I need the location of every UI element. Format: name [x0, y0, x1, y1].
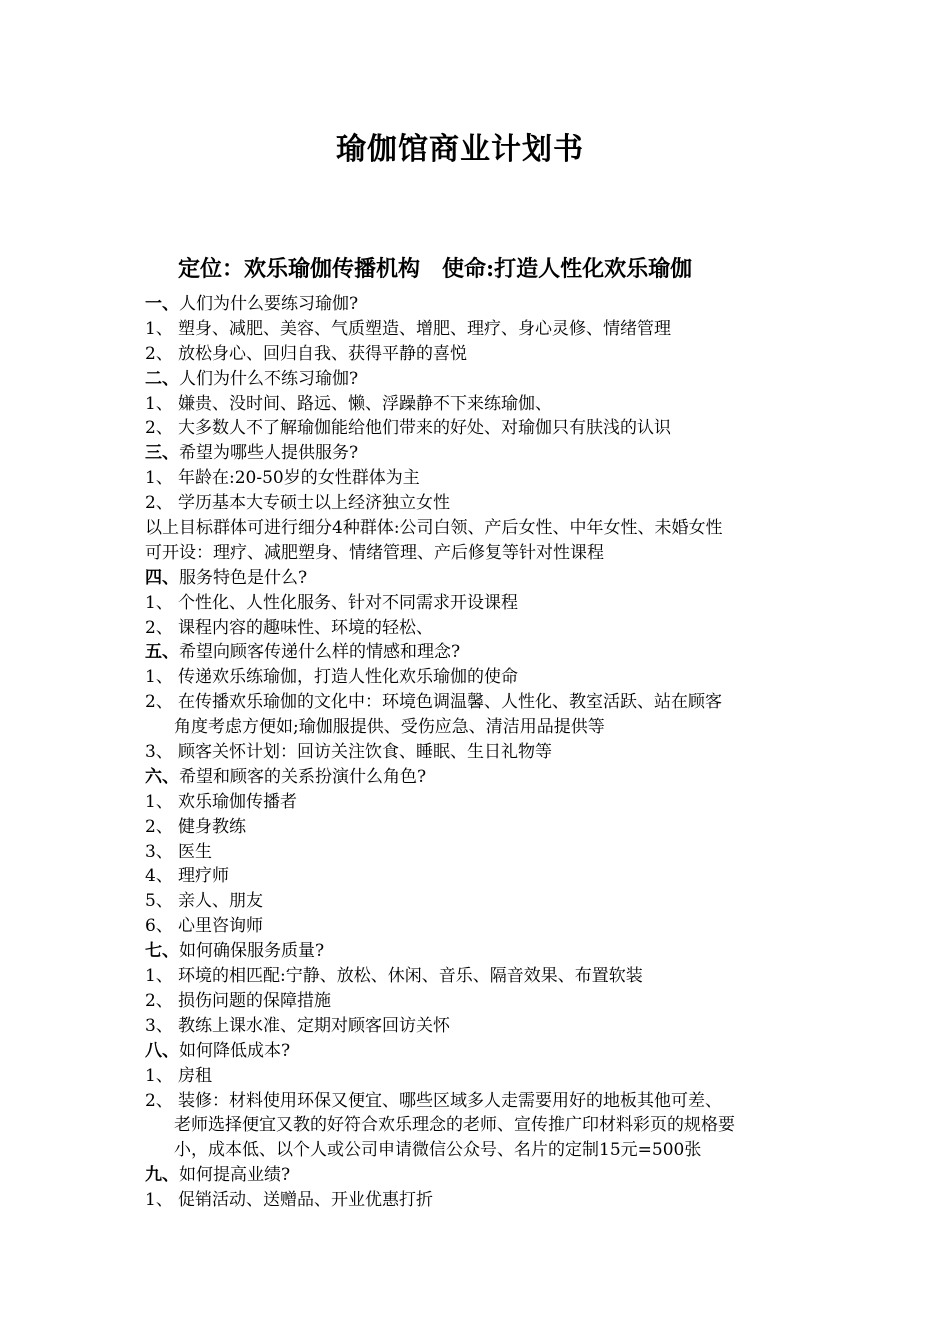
list-item-number: 1、: [145, 393, 173, 414]
list-item: [145, 690, 825, 715]
list-item-number: 6、: [145, 916, 173, 937]
document-body: [145, 292, 825, 1213]
document-subtitle: [178, 252, 898, 286]
list-item: [145, 416, 825, 441]
list-item-text: 放松身心、回归自我、获得平静的喜悦: [178, 343, 467, 364]
list-item-number: 3、: [145, 1015, 173, 1036]
list-item: [145, 864, 825, 889]
list-item-number: 3、: [145, 841, 173, 862]
list-item: [145, 740, 825, 765]
section-question: 希望为哪些人提供服务?: [179, 443, 359, 464]
list-item-text: 理疗师: [178, 866, 229, 887]
list-item: [145, 914, 825, 939]
list-item-number: 1、: [145, 1065, 173, 1086]
section-number: 一、: [145, 294, 179, 314]
list-item-continuation: 角度考虑方便如;瑜伽服提供、受伤应急、清洁用品提供等: [174, 717, 605, 738]
paragraph-line: 可开设：理疗、减肥塑身、情绪管理、产后修复等针对性课程: [145, 542, 604, 563]
list-item-text: 塑身、减肥、美容、气质塑造、增肥、理疗、身心灵修、情绪管理: [178, 318, 671, 339]
list-item-number: 2、: [145, 816, 173, 837]
list-item: [145, 317, 825, 342]
paragraph-line: 以上目标群体可进行细分4种群体:公司白领、产后女性、中年女性、未婚女性: [145, 518, 723, 539]
list-item: [145, 1014, 825, 1039]
list-item: [145, 466, 825, 491]
section-heading: [145, 939, 825, 964]
subtitle-position: 定位：欢乐瑜伽传播机构: [178, 256, 421, 282]
list-item: [145, 964, 825, 989]
list-item-text: 课程内容的趣味性、环境的轻松、: [178, 617, 433, 638]
list-item: [145, 392, 825, 417]
list-item-text: 健身教练: [178, 816, 246, 837]
section-question: 希望和顾客的关系扮演什么角色?: [179, 766, 427, 787]
list-item-number: 3、: [145, 742, 173, 763]
list-item-text: 装修：材料使用环保又便宜、哪些区域多人走需要用好的地板其他可差、: [178, 1090, 722, 1111]
section-number: 四、: [145, 567, 179, 588]
section-number: 九、: [145, 1165, 179, 1186]
section-number: 八、: [145, 1040, 179, 1061]
list-item-text: 房租: [178, 1065, 212, 1086]
list-item-text: 损伤问题的保障措施: [178, 990, 331, 1011]
page-title: 瑜伽馆商业计划书: [336, 132, 584, 167]
section-number: 七、: [145, 941, 179, 962]
section-number: 二、: [145, 368, 179, 389]
list-item-number: 1、: [145, 592, 173, 613]
list-item-number: 2、: [145, 1090, 173, 1111]
list-item-number: 1、: [145, 1190, 173, 1211]
section-question: 如何降低成本?: [179, 1040, 291, 1061]
list-item: [145, 1188, 825, 1213]
section-heading: [145, 640, 825, 665]
section-question: 如何确保服务质量?: [179, 941, 325, 962]
list-item: [145, 790, 825, 815]
list-item-text: 传递欢乐练瑜伽，打造人性化欢乐瑜伽的使命: [178, 667, 518, 688]
list-item-number: 2、: [145, 990, 173, 1011]
section-number: 六、: [145, 766, 179, 787]
list-item-text: 年龄在:20-50岁的女性群体为主: [178, 468, 420, 489]
list-item-text: 教练上课水准、定期对顾客回访关怀: [178, 1015, 450, 1036]
list-item-continuation: 小，成本低、以个人或公司申请微信公众号、名片的定制15元=500张: [174, 1140, 702, 1161]
list-item-number: 1、: [145, 667, 173, 688]
list-item-number: 1、: [145, 468, 173, 489]
list-item-number: 2、: [145, 343, 173, 364]
section-heading: [145, 441, 825, 466]
list-item-text: 欢乐瑜伽传播者: [178, 791, 297, 812]
section-heading: [145, 367, 825, 392]
list-item: [145, 989, 825, 1014]
list-item: [145, 491, 825, 516]
section-number: 三、: [145, 443, 179, 464]
list-item-text: 医生: [178, 841, 212, 862]
list-item-number: 1、: [145, 318, 173, 339]
list-item: [145, 342, 825, 367]
list-item-number: 2、: [145, 617, 173, 638]
list-item-number: 2、: [145, 493, 173, 514]
list-item-text: 嫌贵、没时间、路远、懒、浮躁静不下来练瑜伽、: [178, 393, 552, 414]
list-item-text: 环境的相匹配:宁静、放松、休闲、音乐、隔音效果、布置软装: [178, 966, 643, 987]
list-item: [145, 1064, 825, 1089]
list-item-text: 亲人、朋友: [178, 891, 263, 912]
list-item: [145, 815, 825, 840]
list-item-number: 4、: [145, 866, 173, 887]
list-item-number: 1、: [145, 966, 173, 987]
list-item: [145, 840, 825, 865]
list-item-number: 2、: [145, 692, 173, 713]
section-number: 五、: [145, 642, 179, 663]
subtitle-mission: 使命:打造人性化欢乐瑜伽: [442, 256, 693, 282]
list-item-text: 心里咨询师: [178, 916, 263, 937]
section-question: 人们为什么要练习瑜伽?: [179, 294, 359, 314]
list-item: [145, 665, 825, 690]
list-item-number: 2、: [145, 418, 173, 439]
section-heading: [145, 765, 825, 790]
list-item: [145, 1089, 825, 1114]
section-heading: [145, 292, 825, 317]
section-question: 服务特色是什么?: [179, 567, 308, 588]
list-item-text: 学历基本大专硕士以上经济独立女性: [178, 493, 450, 514]
list-item-continuation: 老师选择便宜又教的好符合欢乐理念的老师、宣传推广印材料彩页的规格要: [174, 1115, 735, 1136]
list-item-text: 大多数人不了解瑜伽能给他们带来的好处、对瑜伽只有肤浅的认识: [178, 418, 671, 439]
list-item-number: 1、: [145, 791, 173, 812]
list-item: [145, 889, 825, 914]
list-item: [145, 591, 825, 616]
list-item: [145, 616, 825, 641]
list-item-text: 在传播欢乐瑜伽的文化中：环境色调温馨、人性化、教室活跃、站在顾客: [178, 692, 722, 713]
section-heading: [145, 566, 825, 591]
section-question: 希望向顾客传递什么样的情感和理念?: [179, 642, 461, 663]
list-item-text: 顾客关怀计划：回访关注饮食、睡眠、生日礼物等: [178, 742, 552, 763]
list-item-number: 5、: [145, 891, 173, 912]
section-question: 如何提高业绩?: [179, 1165, 291, 1186]
list-item-text: 个性化、人性化服务、针对不同需求开设课程: [178, 592, 518, 613]
section-heading: [145, 1163, 825, 1188]
section-heading: [145, 1039, 825, 1064]
list-item-text: 促销活动、送赠品、开业优惠打折: [178, 1190, 433, 1211]
section-question: 人们为什么不练习瑜伽?: [179, 368, 359, 389]
